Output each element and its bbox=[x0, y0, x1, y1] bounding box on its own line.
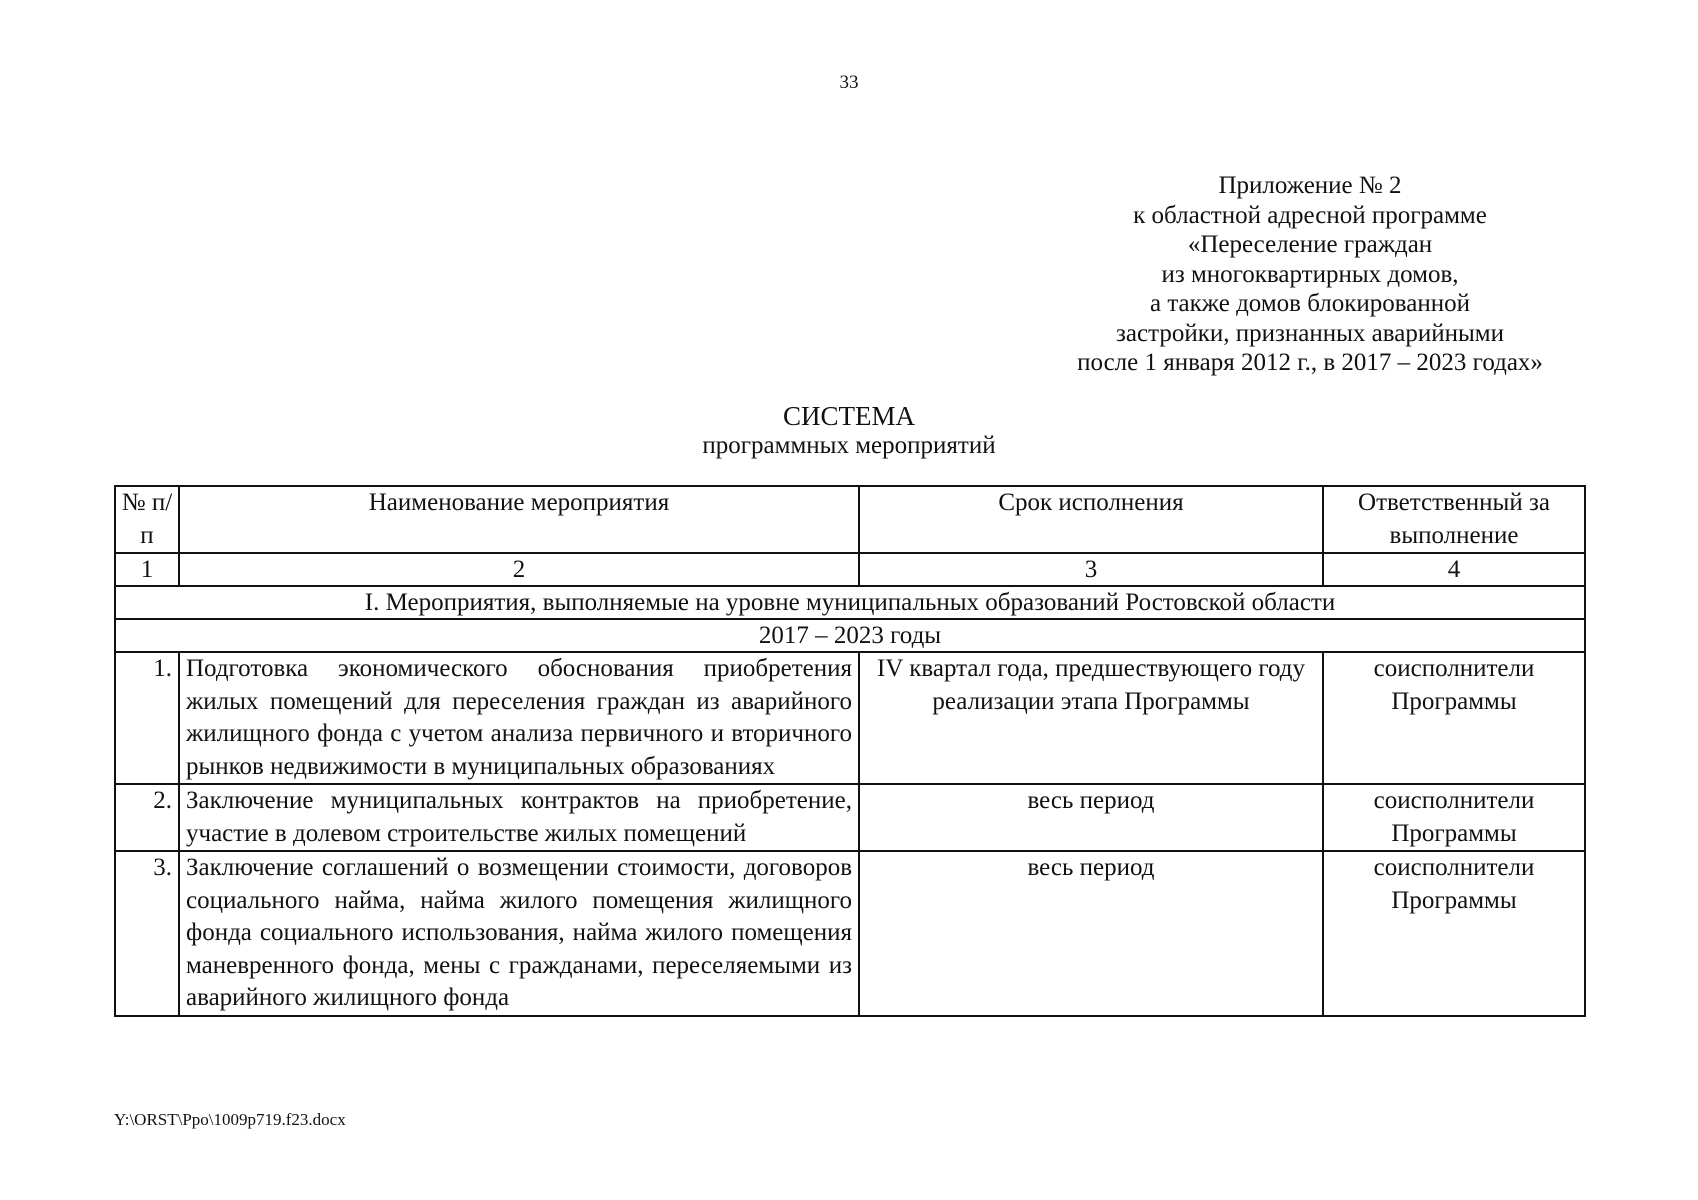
document-title: СИСТЕМА bbox=[782, 401, 915, 431]
measure-term: весь период bbox=[859, 784, 1323, 851]
appendix-line: а также домов блокированной bbox=[1149, 290, 1471, 317]
column-number: 4 bbox=[1323, 553, 1585, 586]
column-number-row bbox=[115, 553, 1585, 586]
column-number: 1 bbox=[115, 553, 179, 586]
appendix-header bbox=[1040, 171, 1580, 378]
header-responsible: Ответственный за выполнение bbox=[1323, 486, 1585, 553]
row-number: 2. bbox=[115, 784, 179, 851]
column-number: 2 bbox=[179, 553, 859, 586]
appendix-line: из многоквартирных домов, bbox=[1161, 260, 1459, 288]
section-row bbox=[115, 586, 1585, 619]
table-row bbox=[115, 851, 1585, 1016]
measure-responsible: соисполнители Программы bbox=[1323, 784, 1585, 851]
measure-responsible: соисполнители Программы bbox=[1323, 652, 1585, 784]
period-label: 2017 – 2023 годы bbox=[115, 619, 1585, 652]
document-subtitle: программных мероприятий bbox=[702, 432, 996, 459]
measure-responsible: соисполнители Программы bbox=[1323, 851, 1585, 1016]
appendix-line: после 1 января 2012 г., в 2017 – 2023 годах» bbox=[1077, 349, 1543, 376]
measure-name: Заключение соглашений о возмещении стоимости, договоров социального найма, найма жилого помещения жилищного фонда социального использования, найма жилого помещения маневренного фонда, мены с гражданами, переселяемыми из аварийного жилищного фонда bbox=[179, 851, 859, 1016]
table-header-row bbox=[115, 486, 1585, 553]
measures-table bbox=[114, 485, 1586, 1017]
appendix-line: застройки, признанных аварийными bbox=[1116, 319, 1504, 347]
appendix-line: к областной адресной программе bbox=[1133, 201, 1487, 229]
row-number: 3. bbox=[115, 851, 179, 1016]
table-row bbox=[115, 652, 1585, 784]
section-title: I. Мероприятия, выполняемые на уровне муниципальных образований Ростовской области bbox=[115, 586, 1585, 619]
table-row bbox=[115, 784, 1585, 851]
measure-term: весь период bbox=[859, 851, 1323, 1016]
row-number: 1. bbox=[115, 652, 179, 784]
header-num: № п/п bbox=[115, 486, 179, 553]
measure-name: Заключение муниципальных контрактов на приобретение, участие в долевом строительстве жилых помещений bbox=[179, 784, 859, 851]
appendix-line: Приложение № 2 bbox=[1218, 172, 1402, 199]
page-number: 33 bbox=[839, 72, 859, 93]
measure-term: IV квартал года, предшествующего году реализации этапа Программы bbox=[859, 652, 1323, 784]
file-path-footer: Y:\ORST\Ppo\1009p719.f23.docx bbox=[114, 1110, 346, 1129]
column-number: 3 bbox=[859, 553, 1323, 586]
period-row bbox=[115, 619, 1585, 652]
header-term: Срок исполнения bbox=[859, 486, 1323, 553]
appendix-line: «Переселение граждан bbox=[1187, 231, 1433, 258]
measure-name: Подготовка экономического обоснования приобретения жилых помещений для переселения граждан из аварийного жилищного фонда с учетом анализа первичного и вторичного рынков недвижимости в муниципальных образованиях bbox=[179, 652, 859, 784]
header-name: Наименование мероприятия bbox=[179, 486, 859, 553]
